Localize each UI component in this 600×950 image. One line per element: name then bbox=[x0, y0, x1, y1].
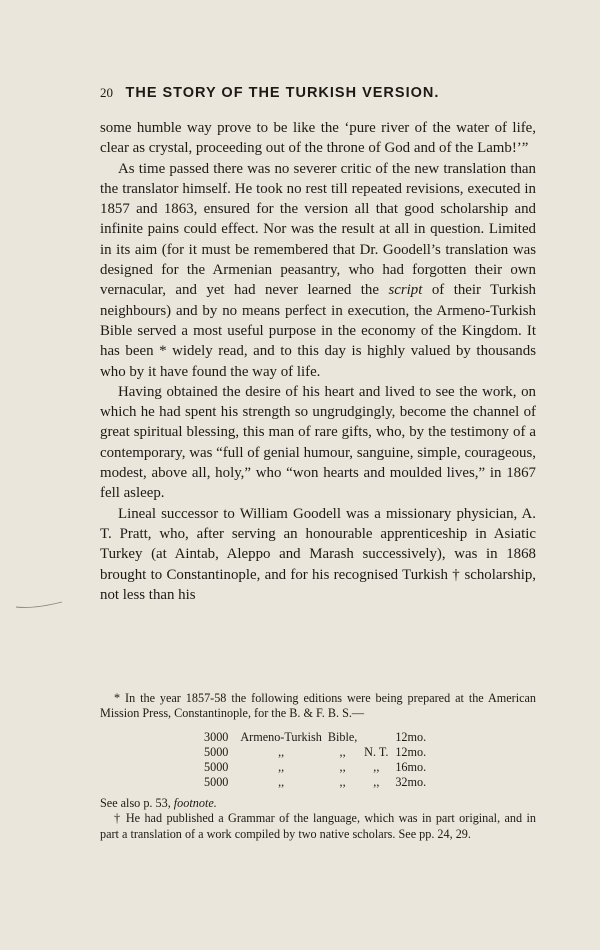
paragraph-revisions-text: As time passed there was no severer critic of the new translation than the translator himself. He took no rest till repeated revisions, executed in 1857 and 1863, ensured for the version all that good scholarship and infinite pains could effect. Nor was the result at all in question. Limited in its aim (for it must be remembered that Dr. Goodell’s translation was designed for the Armenian peasantry, who had forgotten their own vernacular, and yet had never learned the bbox=[100, 160, 536, 299]
paragraph-successor: Lineal successor to William Goodell was a missionary physician, A. T. Pratt, who, after serving an honourable apprenticeship in Asiatic Turkey (at Aintab, Aleppo and Marash successively), was in 1868 brought to Constantinople, and for his recognised Turkish † scholarship, not less than his bbox=[100, 505, 536, 603]
table-row bbox=[204, 730, 432, 745]
running-title: THE STORY OF THE TURKISH VERSION. bbox=[125, 85, 440, 101]
body-text bbox=[100, 118, 536, 605]
see-also-note bbox=[100, 796, 536, 811]
italic-script: script bbox=[388, 282, 423, 299]
footnote-grammar: † He had published a Grammar of the language, which was in part original, and in part a translation of a work compiled by two native scholars. See pp. 24, 29. bbox=[100, 811, 536, 841]
edition-size: 12mo. bbox=[395, 744, 427, 759]
see-also-text: See also p. 53, bbox=[100, 795, 171, 810]
edition-col1: ,, bbox=[278, 744, 285, 759]
table-row bbox=[204, 775, 432, 790]
edition-col2: ,, bbox=[339, 759, 346, 774]
edition-col1: ,, bbox=[278, 759, 285, 774]
edition-col3 bbox=[363, 730, 395, 745]
edition-col3: ,, bbox=[373, 759, 380, 774]
page-header bbox=[100, 84, 530, 102]
table-row bbox=[204, 760, 432, 775]
edition-col2: Bible, bbox=[327, 729, 358, 744]
edition-size: 16mo. bbox=[395, 759, 427, 774]
edition-qty: 3000 bbox=[204, 729, 229, 744]
edition-size: 32mo. bbox=[395, 774, 427, 789]
paragraph-revisions-tail: of their Turkish neighbours) and by no means perfect in execution, the Armeno-Turkish Bible served a most useful purpose in the economy of the Kingdom. It has been * widely read, and to this day is highly valued by thousands who by it have found the way of life. bbox=[100, 282, 536, 380]
see-also-italic: footnote. bbox=[173, 795, 217, 810]
edition-col2: ,, bbox=[339, 744, 346, 759]
edition-qty: 5000 bbox=[204, 744, 229, 759]
table-row bbox=[204, 745, 432, 760]
edition-col3: N. T. bbox=[364, 744, 389, 759]
edition-col1: ,, bbox=[278, 774, 285, 789]
page-number: 20 bbox=[100, 85, 113, 100]
footnotes bbox=[100, 691, 536, 842]
paragraph-continuation: some humble way prove to be like the ‘pure river of the water of life, clear as crystal, proceeding out of the throne of God and of the Lamb!’” bbox=[100, 120, 536, 157]
edition-col2: ,, bbox=[339, 774, 346, 789]
pencil-mark bbox=[14, 598, 64, 612]
paragraph-death: Having obtained the desire of his heart and lived to see the work, on which he had spent his strength so ungrudgingly, become the channel of great spiritual blessing, this man of rare gifts, who, by the testimony of a contemporary, was “full of genial humour, sanguine, simple, courageous, modest, above all, holy,” who “won hearts and moulded lives,” in 1867 fell asleep. bbox=[100, 383, 536, 502]
edition-qty: 5000 bbox=[204, 774, 229, 789]
edition-size: 12mo. bbox=[395, 729, 427, 744]
edition-qty: 5000 bbox=[204, 759, 229, 774]
edition-col3: ,, bbox=[373, 774, 380, 789]
footnote-editions: * In the year 1857-58 the following editions were being prepared at the American Mission Press, Constantinople, for the B. & F. B. S.— bbox=[100, 691, 536, 721]
edition-col1: Armeno-Turkish bbox=[240, 729, 322, 744]
paragraph-revisions bbox=[100, 159, 536, 382]
editions-table bbox=[204, 730, 432, 790]
